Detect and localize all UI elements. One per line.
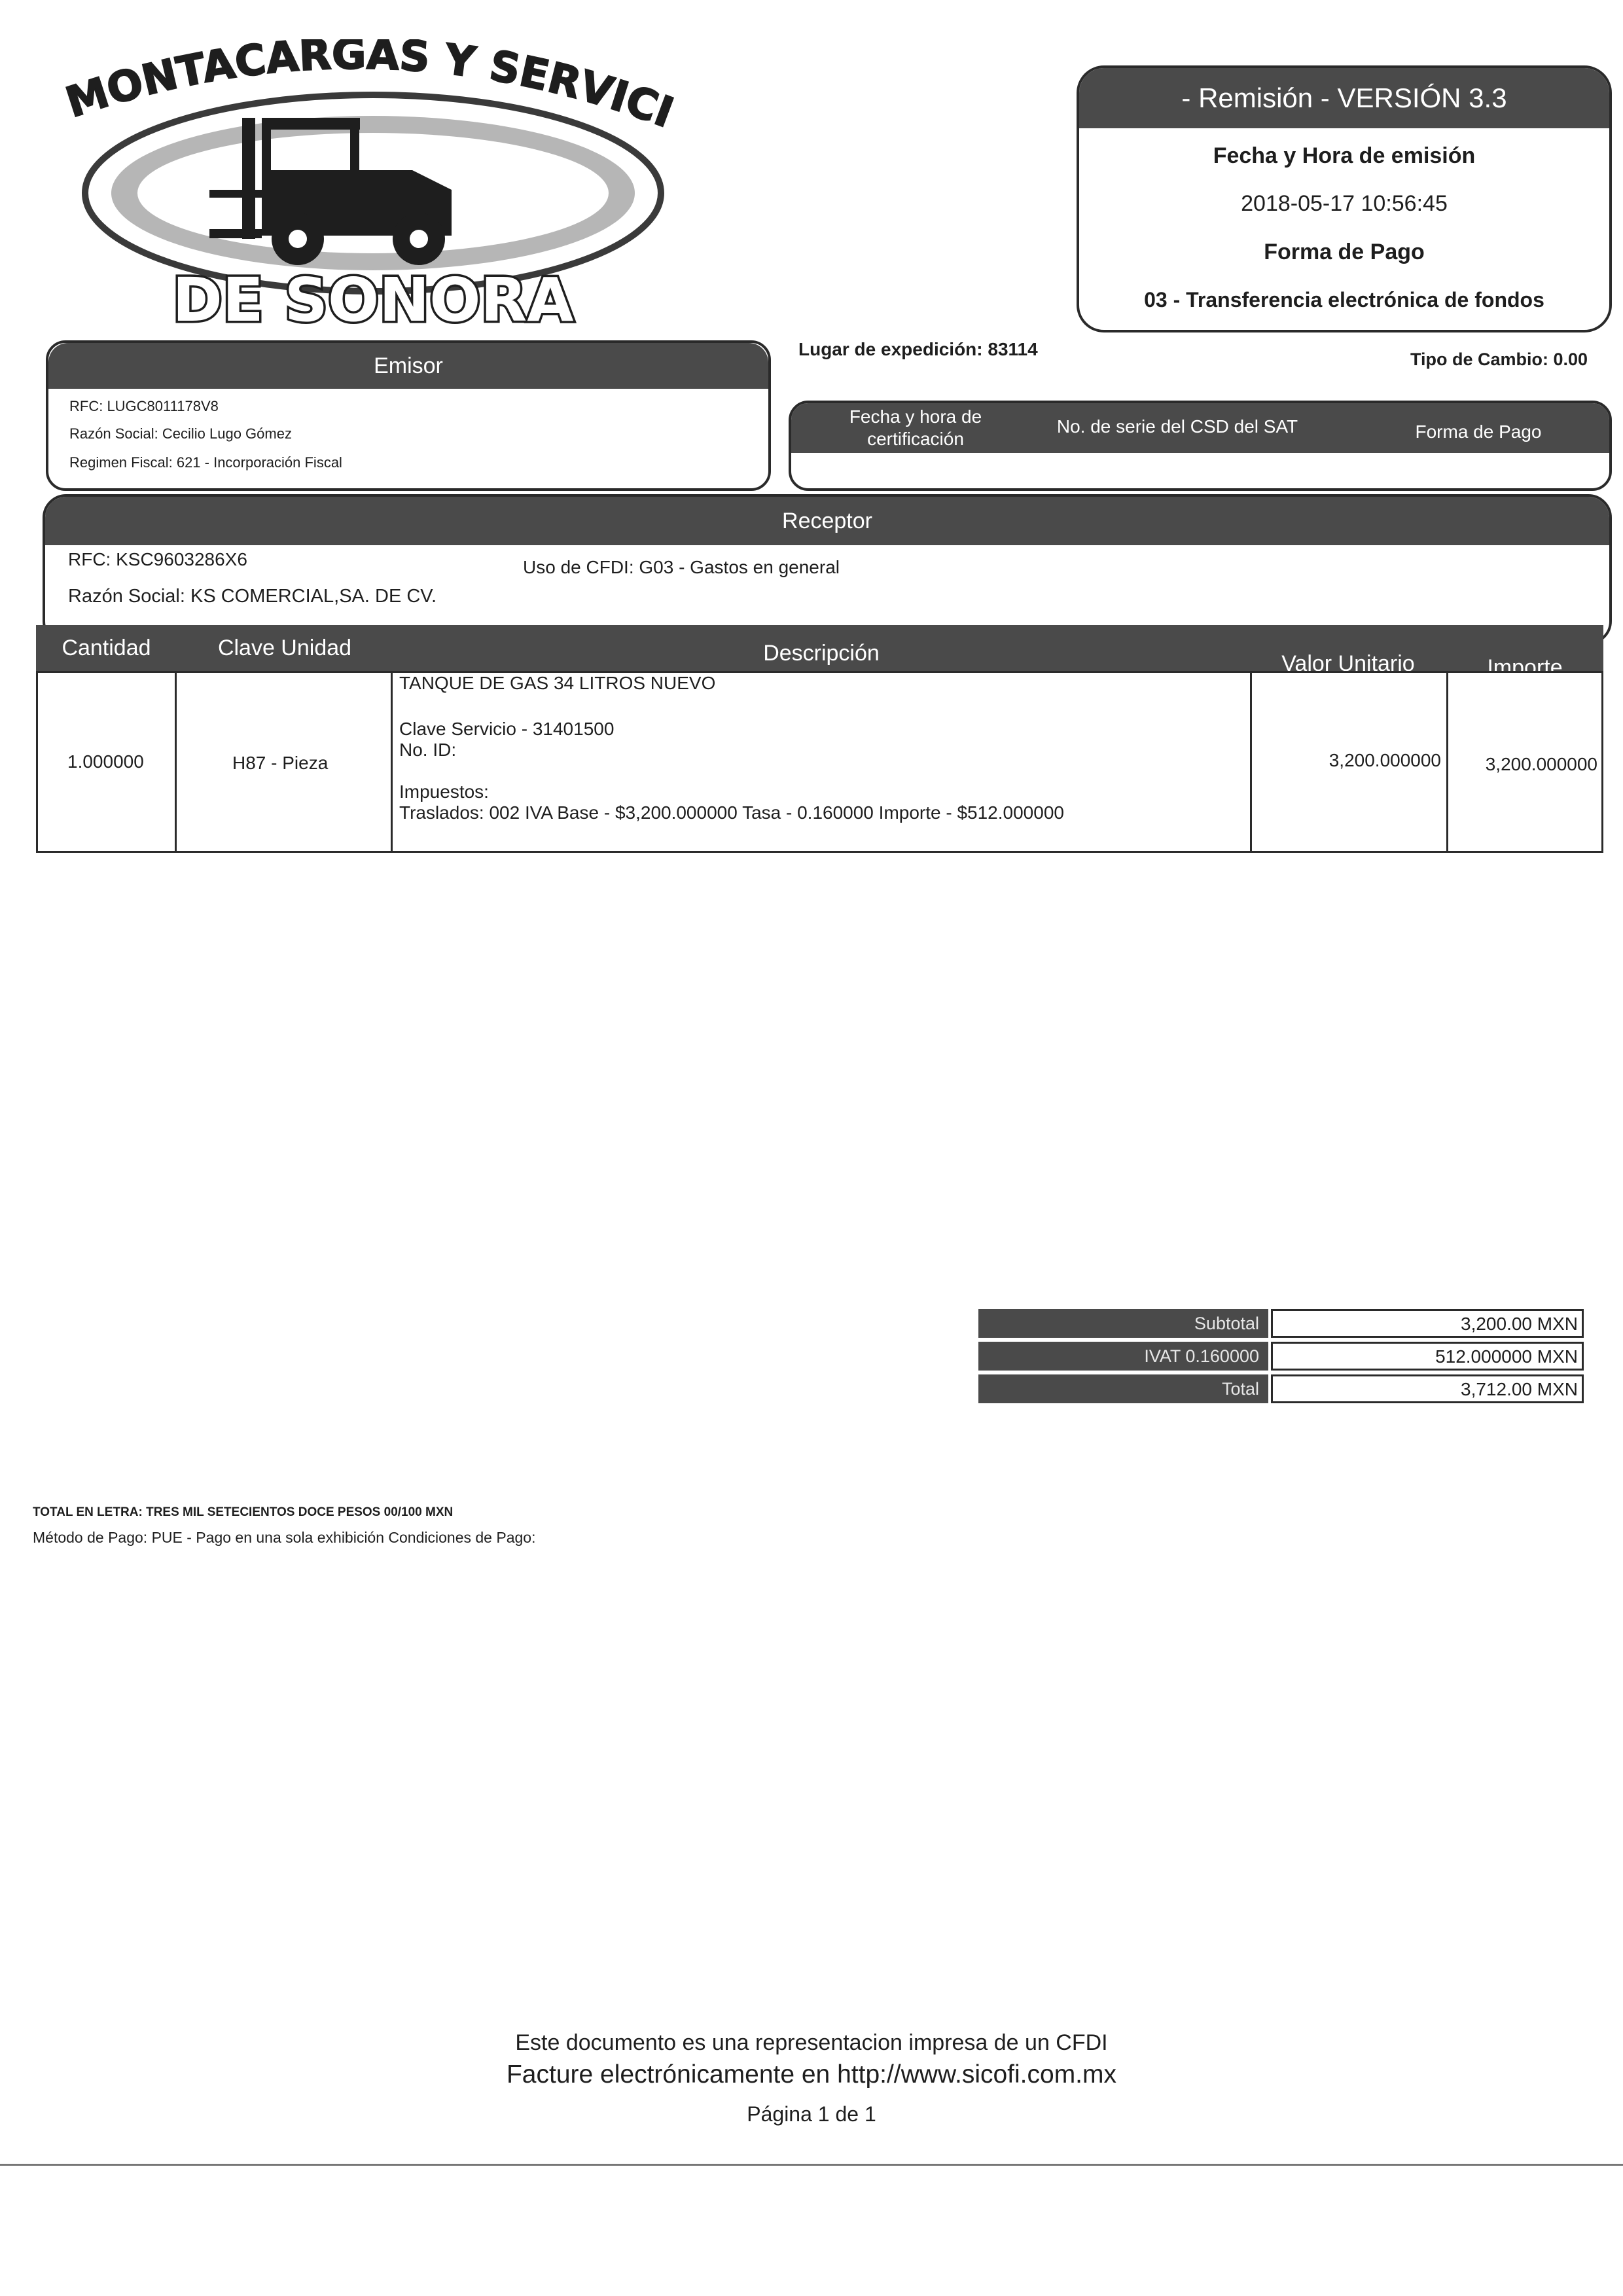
emisor-rfc: RFC: LUGC8011178V8 <box>69 398 219 414</box>
header-cantidad: Cantidad <box>62 636 151 660</box>
subtotal-label: Subtotal <box>978 1309 1268 1338</box>
iva-label: IVAT 0.160000 <box>978 1342 1268 1371</box>
total-value: 3,712.00 MXN <box>1271 1374 1584 1403</box>
tipo-cambio: Tipo de Cambio: 0.00 <box>1410 350 1588 369</box>
footer-page-number: Página 1 de 1 <box>747 2102 876 2126</box>
cantidad-value: 1.000000 <box>67 751 144 772</box>
company-logo <box>46 39 700 327</box>
receptor-box <box>43 494 1612 645</box>
fecha-emision-value: 2018-05-17 10:56:45 <box>1241 191 1448 216</box>
fecha-certificacion-line2: certificación <box>867 429 964 449</box>
receptor-rfc: RFC: KSC9603286X6 <box>68 549 247 569</box>
total-label: Total <box>978 1374 1268 1403</box>
remision-box <box>1077 65 1612 332</box>
fecha-certificacion-line1: Fecha y hora de <box>849 406 982 427</box>
cell-cantidad <box>36 671 177 853</box>
forma-pago-header: Forma de Pago <box>1415 422 1542 442</box>
total-en-letra: TOTAL EN LETRA: TRES MIL SETECIENTOS DOCE PESOS 00/100 MXN <box>33 1505 454 1519</box>
fecha-certificacion-header <box>817 406 1014 450</box>
descripcion-traslados: Traslados: 002 IVA Base - $3,200.000000 Tasa - 0.160000 Importe - $512.000000 <box>399 802 1064 823</box>
metodo-pago: Método de Pago: PUE - Pago en una sola exhibición Condiciones de Pago: <box>33 1529 536 1546</box>
bottom-divider <box>0 2164 1623 2166</box>
cell-clave-unidad <box>175 671 393 853</box>
descripcion-impuestos: Impuestos: <box>399 781 489 802</box>
header-importe: Importe <box>1487 655 1563 680</box>
logo-graphic <box>46 39 700 327</box>
remision-title: - Remisión - VERSIÓN 3.3 <box>1079 68 1609 128</box>
header-clave-unidad: Clave Unidad <box>217 636 352 660</box>
header-valor-unitario: Valor Unitario <box>1281 651 1415 676</box>
descripcion-title: TANQUE DE GAS 34 LITROS NUEVO <box>399 673 716 693</box>
totals-box <box>978 1309 1587 1412</box>
emisor-razon-social: Razón Social: Cecilio Lugo Gómez <box>69 425 292 442</box>
emisor-title: Emisor <box>48 343 768 389</box>
emisor-regimen-fiscal: Regimen Fiscal: 621 - Incorporación Fiscal <box>69 454 342 471</box>
items-table <box>36 625 1603 861</box>
footer-sicofi-link[interactable]: Facture electrónicamente en http://www.sicofi.com.mx <box>506 2060 1117 2089</box>
lugar-expedicion: Lugar de expedición: 83114 <box>798 339 1038 359</box>
serie-csd-header: No. de serie del CSD del SAT <box>1056 416 1298 437</box>
forma-pago-value: 03 - Transferencia electrónica de fondos <box>1144 288 1544 312</box>
logo-line1: MONTACARGAS Y SERVICI <box>60 39 680 138</box>
subtotal-value: 3,200.00 MXN <box>1271 1309 1584 1338</box>
importe-value: 3,200.000000 <box>1485 754 1597 774</box>
cell-valor-unitario <box>1250 671 1448 853</box>
valor-unitario-value: 3,200.000000 <box>1329 750 1441 770</box>
clave-unidad-value: H87 - Pieza <box>232 753 329 773</box>
receptor-title: Receptor <box>45 497 1609 545</box>
descripcion-clave-servicio: Clave Servicio - 31401500 <box>399 719 615 739</box>
certificacion-box <box>789 401 1612 491</box>
fecha-emision-label: Fecha y Hora de emisión <box>1213 143 1476 168</box>
iva-value: 512.000000 MXN <box>1271 1342 1584 1371</box>
forma-pago-label: Forma de Pago <box>1264 240 1425 264</box>
cell-importe <box>1446 671 1603 853</box>
descripcion-no-id: No. ID: <box>399 740 457 760</box>
cell-descripcion <box>391 671 1252 853</box>
emisor-box <box>46 340 771 491</box>
header-descripcion: Descripción <box>763 641 880 666</box>
footer-cfdi-note: Este documento es una representacion impresa de un CFDI <box>515 2030 1108 2055</box>
logo-line2: DE SONORA <box>172 265 574 327</box>
receptor-razon-social: Razón Social: KS COMERCIAL,SA. DE CV. <box>68 586 437 607</box>
receptor-uso-cfdi: Uso de CFDI: G03 - Gastos en general <box>523 557 840 577</box>
